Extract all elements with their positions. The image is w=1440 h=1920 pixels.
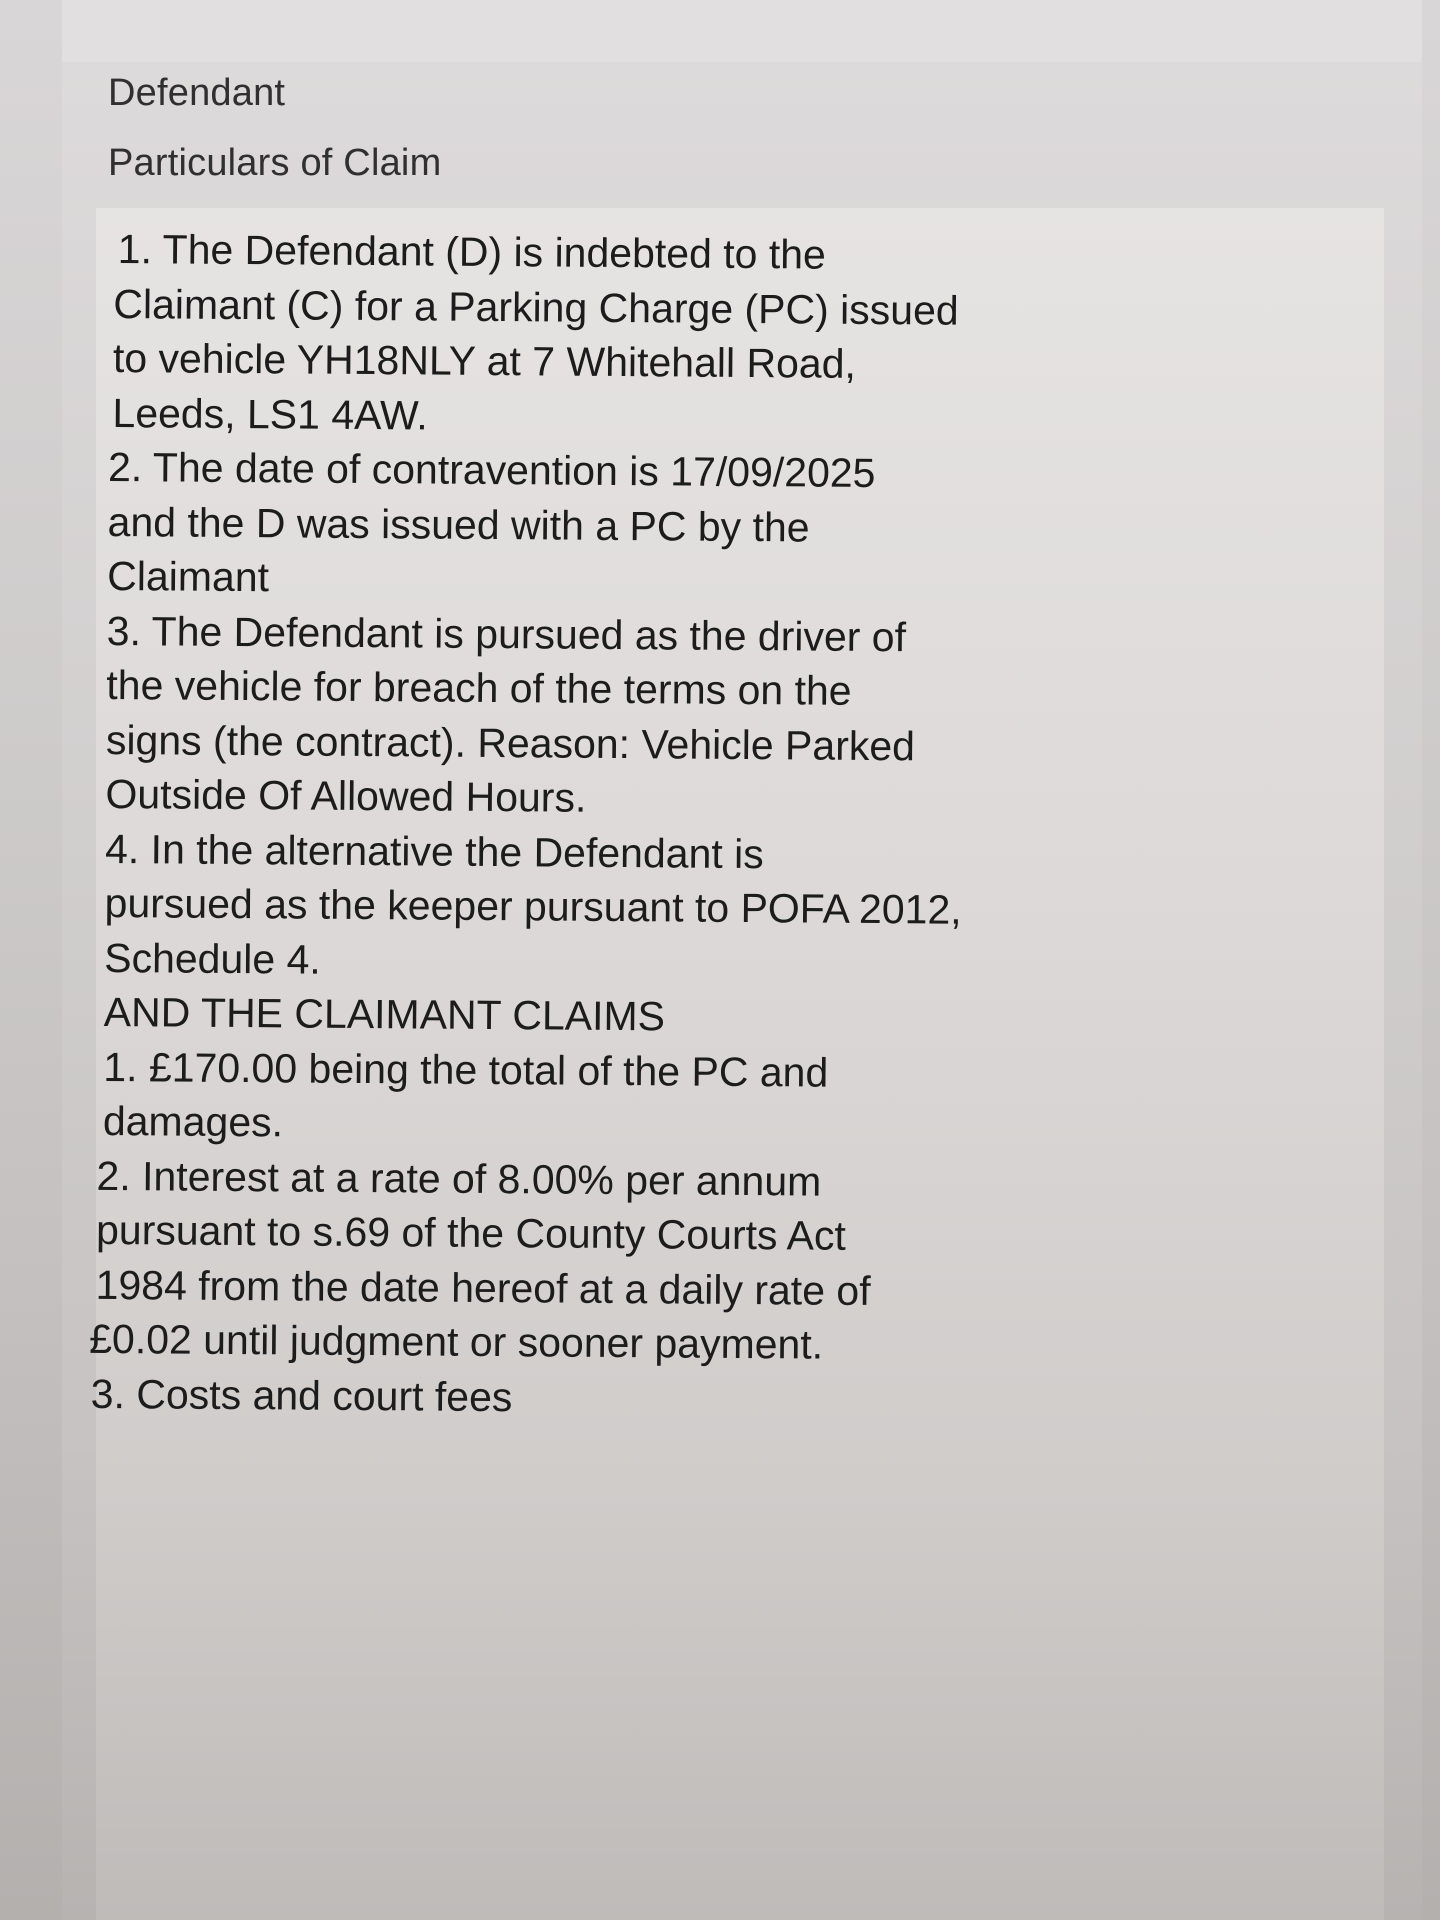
claim-line: Schedule 4. — [104, 934, 321, 983]
claim-line: 2. The date of contravention is 17/09/2025 — [107, 443, 876, 497]
claim-line: the vehicle for breach of the terms on the — [106, 661, 852, 714]
particulars-text — [89, 222, 967, 1428]
claim-line: and the D was issued with a PC by the — [107, 498, 810, 551]
claim-line: pursued as the keeper pursuant to POFA 2012, — [104, 879, 962, 933]
section-title: Particulars of Claim — [108, 142, 442, 184]
claim-line: 1. The Defendant (D) is indebted to the — [117, 226, 827, 278]
claim-line: pursuant to s.69 of the County Courts Act — [95, 1206, 847, 1259]
claim-line: 2. Interest at a rate of 8.00% per annum — [96, 1152, 822, 1205]
claim-line: £0.02 until judgment or sooner payment. — [89, 1315, 824, 1368]
claims-heading: AND THE CLAIMANT CLAIMS — [103, 988, 666, 1040]
claim-line: Outside Of Allowed Hours. — [105, 770, 587, 821]
claim-line: Claimant (C) for a Parking Charge (PC) issued — [113, 280, 959, 334]
claim-line: 3. The Defendant is pursued as the driver of — [106, 607, 907, 660]
claim-line: Claimant — [107, 552, 270, 601]
claim-line: Leeds, LS1 4AW. — [112, 389, 428, 439]
claim-line: 3. Costs and court fees — [90, 1370, 513, 1420]
claim-line: to vehicle YH18NLY at 7 Whitehall Road, — [112, 335, 857, 387]
claim-line: damages. — [102, 1097, 284, 1146]
top-band — [62, 0, 1422, 62]
claim-line: 1984 from the date hereof at a daily rate of — [95, 1261, 871, 1314]
party-label: Defendant — [108, 72, 286, 114]
claim-line: 1. £170.00 being the total of the PC and — [103, 1043, 829, 1096]
claim-line: signs (the contract). Reason: Vehicle Parked — [105, 716, 916, 769]
claim-line: 4. In the alternative the Defendant is — [104, 825, 764, 877]
